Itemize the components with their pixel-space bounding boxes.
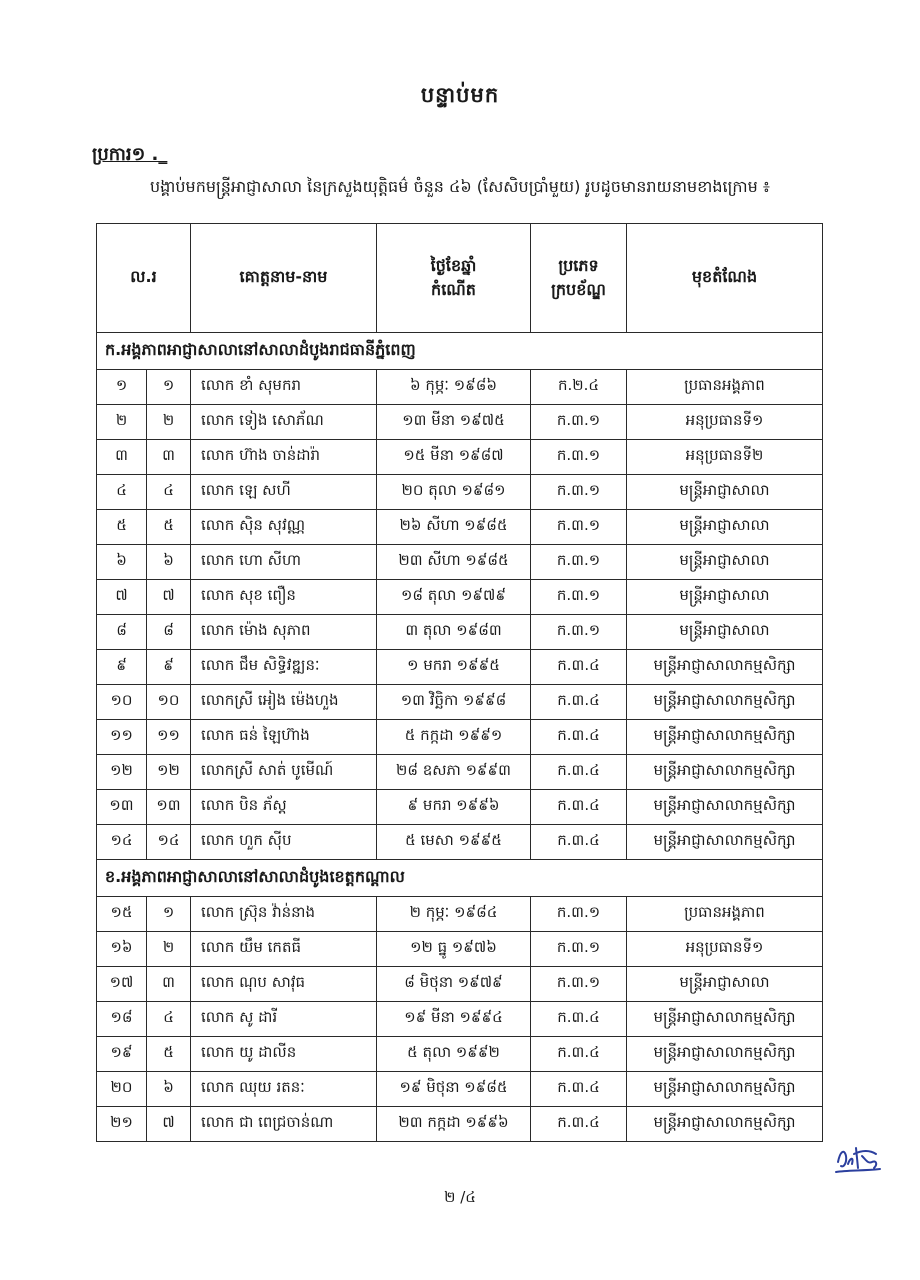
cell-number: ១៣ xyxy=(97,790,147,825)
article-label: ប្រការ១ ._ xyxy=(92,144,168,165)
cell-type: ក.៣.១ xyxy=(531,967,627,1002)
cell-number: ១៦ xyxy=(97,932,147,967)
cell-type: ក.៣.៤ xyxy=(531,685,627,720)
cell-name: លោក សុខ ពឿន xyxy=(191,580,377,615)
table-row xyxy=(97,1002,823,1037)
cell-name: លោក ម៉ោង សុភាព xyxy=(191,615,377,650)
cell-position: អនុប្រធានទី១ xyxy=(627,932,823,967)
table-row xyxy=(97,510,823,545)
cell-position: មន្ត្រីអាជ្ញាសាលាកម្មសិក្សា xyxy=(627,1107,823,1142)
header-type xyxy=(531,224,627,333)
cell-dob: ៥ មេសា ១៩៩៥ xyxy=(377,825,531,860)
table-row xyxy=(97,1107,823,1142)
cell-number: ៣ xyxy=(97,440,147,475)
cell-type: ក.៣.៤ xyxy=(531,720,627,755)
cell-number: ១១ xyxy=(97,720,147,755)
table-row xyxy=(97,405,823,440)
table-row xyxy=(97,1037,823,1072)
page-title: បន្ទាប់មក xyxy=(420,83,500,107)
cell-type: ក.៣.៤ xyxy=(531,790,627,825)
cell-section-number: ៤ xyxy=(147,1002,191,1037)
table-row xyxy=(97,897,823,932)
cell-number: ៦ xyxy=(97,545,147,580)
cell-position: អនុប្រធានទី២ xyxy=(627,440,823,475)
cell-section-number: ១ xyxy=(147,370,191,405)
header-name: គោត្តនាម-នាម xyxy=(191,224,377,333)
cell-section-number: ៩ xyxy=(147,650,191,685)
cell-dob: ១៣ វិច្ឆិកា ១៩៩៨ xyxy=(377,685,531,720)
cell-dob: ១ មករា ១៩៩៥ xyxy=(377,650,531,685)
table-row xyxy=(97,580,823,615)
intro-paragraph: បង្គាប់មកមន្ត្រីអាជ្ញាសាលា នៃក្រសួងយុត្តិធម៌ ចំនួន ៤៦ (សែសិបប្រាំមួយ) រូបដូចមានរាយនាមខាងក្រោម ៖ xyxy=(150,177,770,196)
cell-position: មន្ត្រីអាជ្ញាសាលាកម្មសិក្សា xyxy=(627,825,823,860)
cell-dob: ១២ ធ្នូ ១៩៧៦ xyxy=(377,932,531,967)
header-dob-line1: ថ្ងៃខែឆ្នាំ xyxy=(430,256,477,275)
cell-dob: ២៣ សីហា ១៩៨៥ xyxy=(377,545,531,580)
cell-position: មន្ត្រីអាជ្ញាសាលាកម្មសិក្សា xyxy=(627,1037,823,1072)
cell-name: លោក ឡេ សហី xyxy=(191,475,377,510)
cell-dob: ៨ មិថុនា ១៩៧៩ xyxy=(377,967,531,1002)
cell-section-number: ៧ xyxy=(147,580,191,615)
cell-position: ប្រធានអង្គភាព xyxy=(627,897,823,932)
cell-type: ក.៣.១ xyxy=(531,475,627,510)
section-title: ក.អង្គភាពអាជ្ញាសាលានៅសាលាដំបូងរាជធានីភ្នំពេញ xyxy=(97,333,823,370)
cell-number: ១០ xyxy=(97,685,147,720)
cell-section-number: ៦ xyxy=(147,1072,191,1107)
cell-dob: ២០ តុលា ១៩៨១ xyxy=(377,475,531,510)
cell-type: ក.៣.៤ xyxy=(531,1107,627,1142)
cell-dob: ១៣ មីនា ១៩៧៥ xyxy=(377,405,531,440)
cell-name: លោក ហោ សីហា xyxy=(191,545,377,580)
cell-section-number: ៨ xyxy=(147,615,191,650)
cell-number: ១៤ xyxy=(97,825,147,860)
cell-name: លោក ធន់ ឡៃហ៊ាង xyxy=(191,720,377,755)
cell-section-number: ៦ xyxy=(147,545,191,580)
cell-type: ក.៣.១ xyxy=(531,580,627,615)
cell-name: លោក ហួក ស៊ីប xyxy=(191,825,377,860)
table-body xyxy=(97,333,823,1142)
cell-section-number: ២ xyxy=(147,405,191,440)
cell-name: លោក ជា ពេជ្រចាន់ណា xyxy=(191,1107,377,1142)
cell-dob: ១៥ មីនា ១៩៨៧ xyxy=(377,440,531,475)
table-row xyxy=(97,370,823,405)
cell-dob: ១៩ មីនា ១៩៩៤ xyxy=(377,1002,531,1037)
cell-number: ៤ xyxy=(97,475,147,510)
header-dob-line2: កំណើត xyxy=(431,280,476,299)
cell-number: ១៨ xyxy=(97,1002,147,1037)
cell-number: ១ xyxy=(97,370,147,405)
cell-number: ៩ xyxy=(97,650,147,685)
cell-position: មន្ត្រីអាជ្ញាសាលាកម្មសិក្សា xyxy=(627,790,823,825)
cell-section-number: ៤ xyxy=(147,475,191,510)
cell-section-number: ៥ xyxy=(147,510,191,545)
cell-position: មន្ត្រីអាជ្ញាសាលាកម្មសិក្សា xyxy=(627,1002,823,1037)
header-dob xyxy=(377,224,531,333)
cell-section-number: ៣ xyxy=(147,967,191,1002)
cell-name: លោក យឹម កេតធី xyxy=(191,932,377,967)
cell-position: មន្ត្រីអាជ្ញាសាលា xyxy=(627,475,823,510)
cell-number: ១៧ xyxy=(97,967,147,1002)
cell-dob: ៦ កុម្ភៈ ១៩៨៦ xyxy=(377,370,531,405)
cell-number: ១៩ xyxy=(97,1037,147,1072)
cell-position: មន្ត្រីអាជ្ញាសាលា xyxy=(627,615,823,650)
cell-type: ក.៣.១ xyxy=(531,932,627,967)
cell-section-number: ៧ xyxy=(147,1107,191,1142)
section-row xyxy=(97,860,823,897)
cell-number: ១៥ xyxy=(97,897,147,932)
table-row xyxy=(97,1072,823,1107)
cell-section-number: ៣ xyxy=(147,440,191,475)
cell-position: មន្ត្រីអាជ្ញាសាលា xyxy=(627,967,823,1002)
cell-dob: ២៦ សីហា ១៩៨៥ xyxy=(377,510,531,545)
cell-name: លោក ឈុយ រតនៈ xyxy=(191,1072,377,1107)
table-row xyxy=(97,545,823,580)
cell-dob: ៣ តុលា ១៩៨៣ xyxy=(377,615,531,650)
cell-section-number: ១ xyxy=(147,897,191,932)
header-number: ល.រ xyxy=(97,224,191,333)
cell-section-number: ១០ xyxy=(147,685,191,720)
cell-name: លោកស្រី អៀង ម៉េងហួង xyxy=(191,685,377,720)
cell-name: លោក ជឹម សិទ្ធិវឌ្ឍនៈ xyxy=(191,650,377,685)
cell-position: ប្រធានអង្គភាព xyxy=(627,370,823,405)
header-type-line2: ក្របខ័ណ្ឌ xyxy=(551,280,606,299)
cell-section-number: ១៣ xyxy=(147,790,191,825)
cell-position: មន្ត្រីអាជ្ញាសាលាកម្មសិក្សា xyxy=(627,650,823,685)
cell-dob: ២ កុម្ភៈ ១៩៨៤ xyxy=(377,897,531,932)
cell-name: លោក យូ ដាលីន xyxy=(191,1037,377,1072)
staff-table xyxy=(96,223,823,1142)
cell-type: ក.៣.១ xyxy=(531,510,627,545)
cell-dob: ២៨ ឧសភា ១៩៩៣ xyxy=(377,755,531,790)
page-number: ២ /៤ xyxy=(444,1188,476,1206)
cell-type: ក.៣.៤ xyxy=(531,825,627,860)
table-row xyxy=(97,650,823,685)
cell-dob: ២៣ កក្កដា ១៩៩៦ xyxy=(377,1107,531,1142)
cell-position: មន្ត្រីអាជ្ញាសាលាកម្មសិក្សា xyxy=(627,685,823,720)
cell-number: ៥ xyxy=(97,510,147,545)
cell-name: លោក ខាំ សុមករា xyxy=(191,370,377,405)
cell-section-number: ១២ xyxy=(147,755,191,790)
cell-dob: ១៨ តុលា ១៩៧៩ xyxy=(377,580,531,615)
cell-number: ២ xyxy=(97,405,147,440)
table-row xyxy=(97,825,823,860)
cell-name: លោក ទៀង សោភ័ណ xyxy=(191,405,377,440)
cell-type: ក.៣.៤ xyxy=(531,1072,627,1107)
cell-position: អនុប្រធានទី១ xyxy=(627,405,823,440)
section-row xyxy=(97,333,823,370)
cell-type: ក.៣.១ xyxy=(531,545,627,580)
cell-type: ក.៣.១ xyxy=(531,897,627,932)
cell-number: ២០ xyxy=(97,1072,147,1107)
cell-type: ក.៣.១ xyxy=(531,405,627,440)
header-position: មុខតំណែង xyxy=(627,224,823,333)
cell-position: មន្ត្រីអាជ្ញាសាលា xyxy=(627,580,823,615)
cell-position: មន្ត្រីអាជ្ញាសាលាកម្មសិក្សា xyxy=(627,1072,823,1107)
cell-name: លោកស្រី សាត់ បូមើណ៍ xyxy=(191,755,377,790)
cell-number: ៨ xyxy=(97,615,147,650)
cell-dob: ៥ កក្កដា ១៩៩១ xyxy=(377,720,531,755)
table-row xyxy=(97,932,823,967)
cell-number: ៧ xyxy=(97,580,147,615)
cell-number: ១២ xyxy=(97,755,147,790)
cell-type: ក.៣.៤ xyxy=(531,1002,627,1037)
cell-section-number: ៥ xyxy=(147,1037,191,1072)
cell-name: លោក បិន ភ័ស្ត xyxy=(191,790,377,825)
cell-name: លោក ហ៊ាង ចាន់ដារ៉ា xyxy=(191,440,377,475)
table-row xyxy=(97,755,823,790)
table-row xyxy=(97,475,823,510)
table-row xyxy=(97,440,823,475)
cell-type: ក.២.៤ xyxy=(531,370,627,405)
cell-position: មន្ត្រីអាជ្ញាសាលា xyxy=(627,545,823,580)
cell-dob: ៥ តុលា ១៩៩២ xyxy=(377,1037,531,1072)
cell-name: លោក សូ ដារី xyxy=(191,1002,377,1037)
cell-position: មន្ត្រីអាជ្ញាសាលាកម្មសិក្សា xyxy=(627,720,823,755)
cell-type: ក.៣.១ xyxy=(531,440,627,475)
cell-type: ក.៣.១ xyxy=(531,615,627,650)
cell-type: ក.៣.៤ xyxy=(531,1037,627,1072)
table-row xyxy=(97,615,823,650)
cell-number: ២១ xyxy=(97,1107,147,1142)
handwritten-initials xyxy=(832,1138,884,1178)
cell-position: មន្ត្រីអាជ្ញាសាលាកម្មសិក្សា xyxy=(627,755,823,790)
header-type-line1: ប្រភេទ xyxy=(558,256,599,275)
cell-section-number: ១១ xyxy=(147,720,191,755)
cell-type: ក.៣.៤ xyxy=(531,755,627,790)
table-row xyxy=(97,720,823,755)
cell-dob: ៩ មករា ១៩៩៦ xyxy=(377,790,531,825)
table-header-row xyxy=(97,224,823,333)
cell-section-number: ២ xyxy=(147,932,191,967)
cell-dob: ១៩ មិថុនា ១៩៨៥ xyxy=(377,1072,531,1107)
table-row xyxy=(97,685,823,720)
cell-name: លោក ស្រ៊ុន វ៉ាន់នាង xyxy=(191,897,377,932)
cell-position: មន្ត្រីអាជ្ញាសាលា xyxy=(627,510,823,545)
cell-name: លោក ស៊ិន សុវណ្ណ xyxy=(191,510,377,545)
cell-type: ក.៣.៤ xyxy=(531,650,627,685)
cell-section-number: ១៤ xyxy=(147,825,191,860)
table-row xyxy=(97,967,823,1002)
cell-name: លោក ណុប សាវុធ xyxy=(191,967,377,1002)
table-row xyxy=(97,790,823,825)
section-title: ខ.អង្គភាពអាជ្ញាសាលានៅសាលាដំបូងខេត្តកណ្តាល xyxy=(97,860,823,897)
